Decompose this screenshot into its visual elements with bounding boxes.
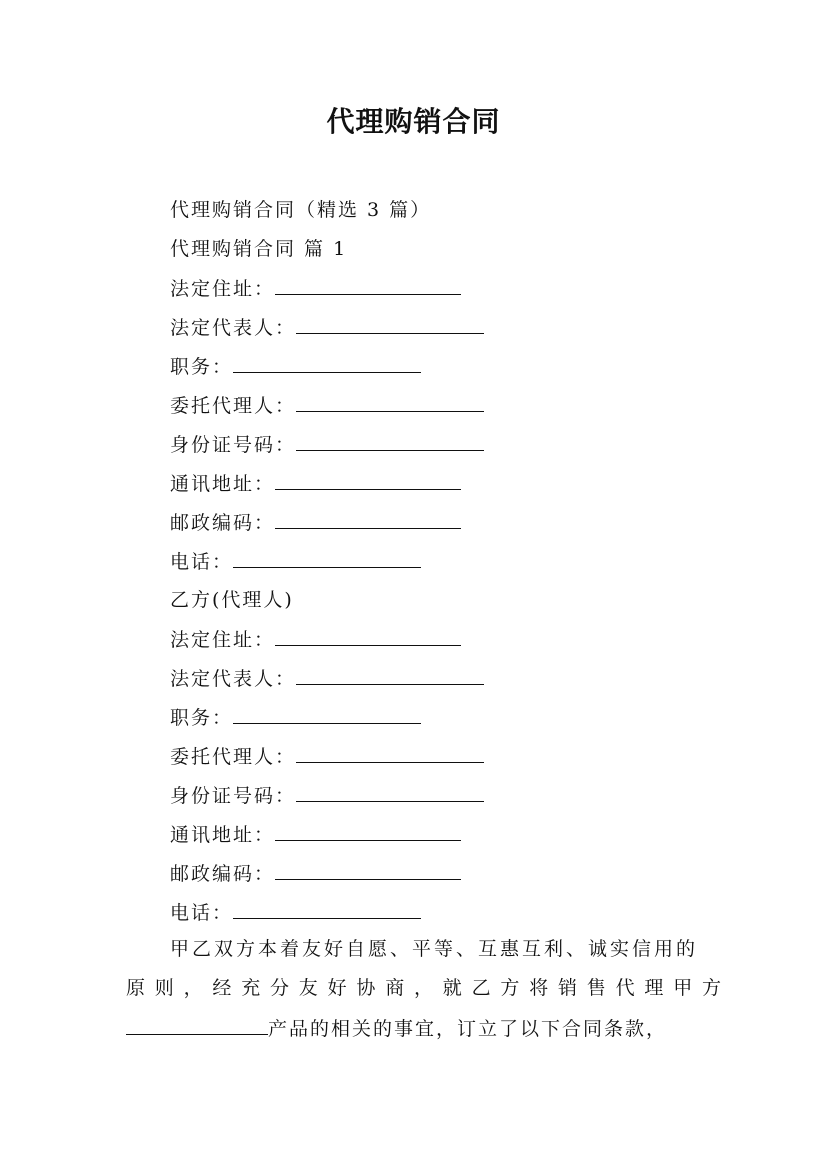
fill-blank xyxy=(275,861,461,880)
field-label: 法定代表人： xyxy=(170,317,297,339)
field-label: 委托代理人： xyxy=(170,746,297,768)
party-b-field-legal-rep xyxy=(170,666,484,691)
party-b-field-phone xyxy=(170,900,421,925)
party-b-field-agent xyxy=(170,744,484,769)
field-label: 委托代理人： xyxy=(170,395,297,417)
fill-blank xyxy=(275,276,461,295)
fill-blank xyxy=(233,900,421,919)
fill-blank xyxy=(296,666,484,685)
body-line: 原则，经充分友好协商，就乙方将销售代理甲方 xyxy=(126,977,731,999)
body-line-with-blank xyxy=(126,1016,702,1041)
party-a-field-postcode xyxy=(170,510,461,535)
fill-blank xyxy=(275,822,461,841)
fill-blank xyxy=(233,549,421,568)
party-b-field-position xyxy=(170,705,421,730)
fill-blank xyxy=(275,471,461,490)
fill-blank xyxy=(296,783,484,802)
party-a-field-address xyxy=(170,276,461,301)
party-a-field-agent xyxy=(170,393,484,418)
field-label: 法定代表人： xyxy=(170,668,297,690)
party-b-field-mail-address xyxy=(170,822,461,847)
party-b-field-id-number xyxy=(170,783,484,808)
field-label: 通讯地址： xyxy=(170,824,276,846)
field-label: 通讯地址： xyxy=(170,473,276,495)
fill-blank xyxy=(233,354,421,373)
field-label: 身份证号码： xyxy=(170,434,297,456)
party-b-field-address xyxy=(170,627,461,652)
fill-blank xyxy=(296,393,484,412)
party-a-field-legal-rep xyxy=(170,315,484,340)
document-subtitle: 代理购销合同（精选 3 篇） xyxy=(170,199,432,221)
fill-blank xyxy=(233,705,421,724)
fill-blank xyxy=(296,432,484,451)
party-a-field-position xyxy=(170,354,421,379)
field-label: 邮政编码： xyxy=(170,863,276,885)
field-label: 法定住址： xyxy=(170,278,276,300)
party-b-heading: 乙方(代理人) xyxy=(170,589,294,611)
party-a-field-phone xyxy=(170,549,421,574)
field-label: 职务： xyxy=(170,356,234,378)
party-a-field-mail-address xyxy=(170,471,461,496)
fill-blank xyxy=(275,510,461,529)
party-b-field-postcode xyxy=(170,861,461,886)
field-label: 职务： xyxy=(170,707,234,729)
fill-blank xyxy=(126,1016,268,1035)
body-line: 甲乙双方本着友好自愿、平等、互惠互利、诚实信用的 xyxy=(170,938,699,960)
fill-blank xyxy=(275,627,461,646)
body-line-text: 产品的相关的事宜，订立了以下合同条款， xyxy=(268,1018,668,1040)
field-label: 法定住址： xyxy=(170,629,276,651)
field-label: 电话： xyxy=(170,902,234,924)
fill-blank xyxy=(296,744,484,763)
party-a-field-id-number xyxy=(170,432,484,457)
section-heading: 代理购销合同 篇 1 xyxy=(170,238,348,260)
field-label: 邮政编码： xyxy=(170,512,276,534)
field-label: 电话： xyxy=(170,551,234,573)
document-title: 代理购销合同 xyxy=(326,105,501,138)
fill-blank xyxy=(296,315,484,334)
field-label: 身份证号码： xyxy=(170,785,297,807)
